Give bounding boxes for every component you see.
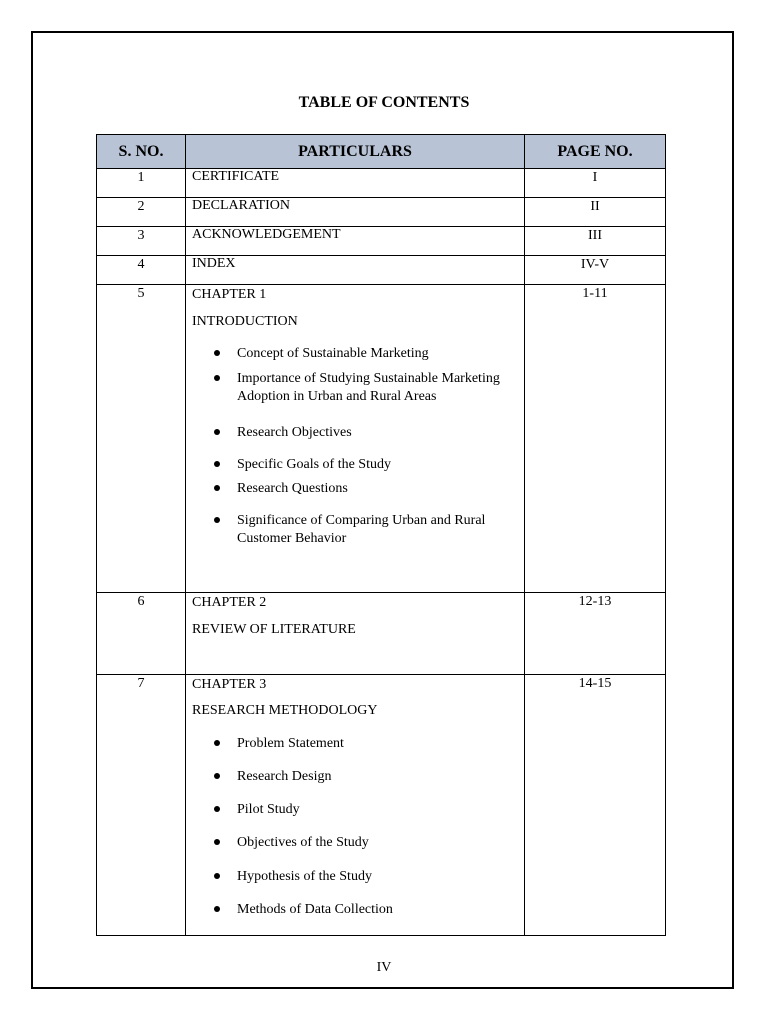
table-row — [97, 198, 666, 227]
topic-text: Problem Statement — [237, 736, 344, 751]
row-page: II — [525, 198, 666, 227]
bullet-icon — [214, 839, 220, 845]
row-sno: 3 — [97, 227, 186, 256]
bullet-icon — [214, 350, 220, 356]
list-item — [214, 370, 524, 406]
topic-text: Research Questions — [237, 481, 348, 496]
chapter-label: CHAPTER 3 — [192, 677, 267, 692]
row-page: 12-13 — [525, 593, 666, 675]
table-row — [97, 169, 666, 198]
topic-text: Research Design — [237, 769, 332, 784]
bullet-icon — [214, 906, 220, 912]
chapter-cell — [186, 593, 525, 675]
row-sno: 7 — [97, 675, 186, 936]
row-sno: 2 — [97, 198, 186, 227]
topic-text: Research Objectives — [237, 425, 352, 440]
chapter-name: REVIEW OF LITERATURE — [192, 622, 356, 637]
toc-table — [96, 134, 666, 936]
table-row — [97, 256, 666, 285]
chapter-label: CHAPTER 2 — [192, 595, 267, 610]
row-particular: DECLARATION — [186, 198, 525, 227]
row-page: IV-V — [525, 256, 666, 285]
header-sno: S. NO. — [97, 135, 186, 169]
topic-text: Significance of Comparing Urban and Rural Customer Behavior — [237, 513, 486, 546]
row-particular: CERTIFICATE — [186, 169, 525, 198]
row-sno: 4 — [97, 256, 186, 285]
topic-list — [192, 735, 524, 919]
list-item — [214, 345, 524, 363]
row-page: III — [525, 227, 666, 256]
bullet-icon — [214, 517, 220, 523]
topic-text: Pilot Study — [237, 802, 300, 817]
bullet-icon — [214, 740, 220, 746]
list-item — [214, 901, 524, 919]
row-particular: ACKNOWLEDGEMENT — [186, 227, 525, 256]
page-number: IV — [376, 960, 392, 975]
topic-list — [192, 345, 524, 548]
list-item — [214, 834, 524, 852]
list-item — [214, 735, 524, 753]
row-page: 14-15 — [525, 675, 666, 936]
row-page: I — [525, 169, 666, 198]
bullet-icon — [214, 806, 220, 812]
chapter-row — [97, 285, 666, 593]
chapter-row — [97, 675, 666, 936]
chapter-cell — [186, 675, 525, 936]
row-sno: 1 — [97, 169, 186, 198]
list-item — [214, 456, 524, 474]
bullet-icon — [214, 429, 220, 435]
chapter-name: RESEARCH METHODOLOGY — [192, 703, 378, 718]
row-particular: INDEX — [186, 256, 525, 285]
topic-text: Objectives of the Study — [237, 835, 369, 850]
chapter-label: CHAPTER 1 — [192, 287, 267, 302]
bullet-icon — [214, 461, 220, 467]
page-title: TABLE OF CONTENTS — [298, 94, 470, 111]
bullet-icon — [214, 873, 220, 879]
list-item — [214, 768, 524, 786]
row-sno: 6 — [97, 593, 186, 675]
header-particulars: PARTICULARS — [186, 135, 525, 169]
list-item — [214, 480, 524, 498]
list-item — [214, 424, 524, 442]
list-item — [214, 801, 524, 819]
list-item — [214, 868, 524, 886]
topic-text: Hypothesis of the Study — [237, 869, 372, 884]
table-row — [97, 227, 666, 256]
bullet-icon — [214, 773, 220, 779]
topic-text: Concept of Sustainable Marketing — [237, 346, 429, 361]
row-sno: 5 — [97, 285, 186, 593]
topic-text: Importance of Studying Sustainable Marketing Adoption in Urban and Rural Areas — [237, 371, 500, 404]
header-row — [97, 135, 666, 169]
chapter-cell — [186, 285, 525, 593]
bullet-icon — [214, 485, 220, 491]
topic-text: Methods of Data Collection — [237, 902, 393, 917]
row-page: 1-11 — [525, 285, 666, 593]
bullet-icon — [214, 375, 220, 381]
list-item — [214, 512, 524, 548]
topic-text: Specific Goals of the Study — [237, 457, 391, 472]
chapter-name: INTRODUCTION — [192, 314, 298, 329]
header-page: PAGE NO. — [525, 135, 666, 169]
chapter-row — [97, 593, 666, 675]
